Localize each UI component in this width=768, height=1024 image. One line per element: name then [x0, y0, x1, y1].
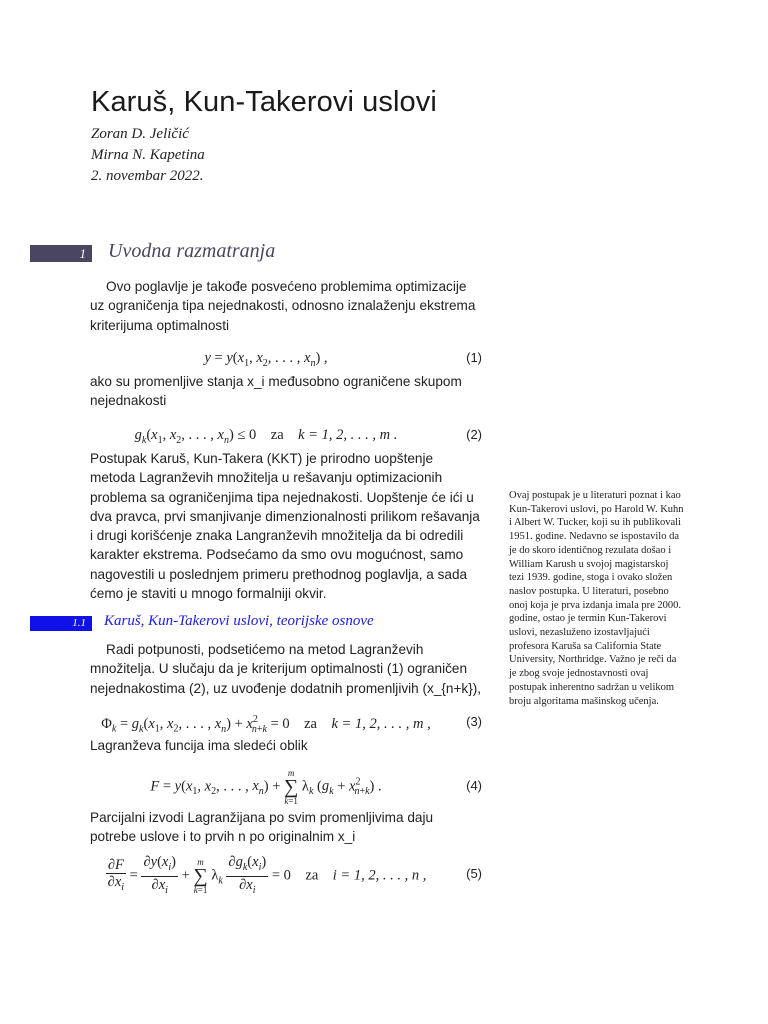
- section-number: 1: [30, 245, 92, 262]
- date: 2. novembar 2022.: [91, 168, 204, 184]
- margin-note: Ovaj postupak je u literaturi poznat i kao Kun-Takerovi uslovi, po Harold W. Kuhn i Albert W. Tucker, koji su ih publikovali 1951. godine. Nedavno se ispostavilo da je do skoro identičnog rezulata došao i William Karush u svojoj magistarskoj tezi 1939. godine, stoga i ovako složen naslov postupka. U literaturi, posebno onoj koja je prva izdanja imala pre 2000. godine, ostao je termin Kun-Takerovi uslovi, nezasluženo izostavljajući profesora Karuša sa California State University, Northridge. Važno je reči da je zbog svoje jednostavnosti ovaj postupak inherentno sadržan u velikom broju algoritama mašinskog učenja.: [509, 490, 684, 707]
- paragraph-4: Radi potpunosti, podsetićemo na metod Lagranževih množitelja. U slučaju da je kriterijum optimalnosti (1) ograničen nejednakostima (2), uz uvođenje dodatnih promenljivih (x_{n+k}),: [90, 642, 482, 696]
- equation-number: (2): [466, 427, 482, 442]
- equation-number: (3): [466, 714, 482, 729]
- eq-range: k = 1, 2, . . . , m ,: [331, 715, 431, 732]
- eq-range: i = 1, 2, . . . , n ,: [332, 867, 427, 884]
- equation-2: $g_k(x_1$, $x_2$, . . . , $x_n) \le 0$ za k = 1, 2, . . . , m . (2): [134, 427, 482, 446]
- eq-text-za: za: [305, 867, 319, 884]
- equation-3: $\Phi_k = g_k(x_1$, $x_2$, . . . , $x_n) + x^2_{n+k} = 0$ za k = 1, 2, . . . , m , (3): [101, 714, 482, 735]
- paragraph-3: Postupak Karuš, Kun-Takera (KKT) je prirodno uopštenje metoda Lagranževih množitelja u rešavanju optimizacionih problema sa ograničenjima tipa nejednakosti. Uopštenje će ići u dva pravca, prvi smanjivanje dimenzionalnosti prilikom rešavanja i drugi korišćenje znaka Langranževih množitelja da bi odredili karakter ekstrema. Podsećamo da smo ovu mogućnost, samo nagovestili u poslednjem primeru prethodnog poglavlja, a sada ćemo je staviti u mnogo formalniji okvir.: [90, 451, 480, 602]
- subsection-title: Karuš, Kun-Takerovi uslovi, teorijske osnove: [104, 613, 374, 629]
- equation-number: (5): [466, 866, 482, 881]
- paragraph-5: Lagranževa funcija ima sledeći oblik: [90, 738, 308, 753]
- equation-5: $\frac{\partial F}{\partial x_i}$ = $\frac{\partial y(x_i)}{\partial x_i}$ + m ∑ k=1 $\lambda_k$ $\frac{\partial g_k(x_i)}{\partial x_i}$ = 0 za i = 1, 2, . . . , n , (5): [107, 854, 482, 896]
- eq-range: k = 1, 2, . . . , m .: [298, 427, 398, 443]
- page-title: Karuš, Kun-Takerovi uslovi: [91, 86, 437, 118]
- equation-number: (4): [466, 778, 482, 793]
- eq-text-za: za: [304, 715, 317, 732]
- equation-number: (1): [466, 350, 482, 365]
- equation-4: $F = y(x_1$, $x_2$, . . . , $x_n) + m$ ∑ k=1 $\lambda_k$ $(g_k + x^2_{n+k})$ . (4): [150, 768, 482, 806]
- author-1: Zoran D. Jeličić: [91, 126, 189, 142]
- paragraph-2: ako su promenljive stanja x_i međusobno ograničene skupom nejednakosti: [90, 374, 462, 409]
- subsection-number: 1.1: [30, 616, 92, 631]
- section-title: Uvodna razmatranja: [108, 240, 276, 262]
- paragraph-6: Parcijalni izvodi Lagranžijana po svim promenljivima daju potrebe uslove i to prvih n po originalnim x_i: [90, 810, 434, 845]
- author-2: Mirna N. Kapetina: [91, 147, 205, 163]
- equation-1: $y = y(x_1$, $x_2$, . . . , $x_n$) , (1): [204, 350, 482, 369]
- eq-text-za: za: [270, 427, 284, 443]
- paragraph-1: Ovo poglavlje je takođe posvećeno problemima optimizacije uz ograničenja tipa nejednakosti, odnosno iznalaženju ekstrema kriterijuma optimalnosti: [90, 279, 476, 333]
